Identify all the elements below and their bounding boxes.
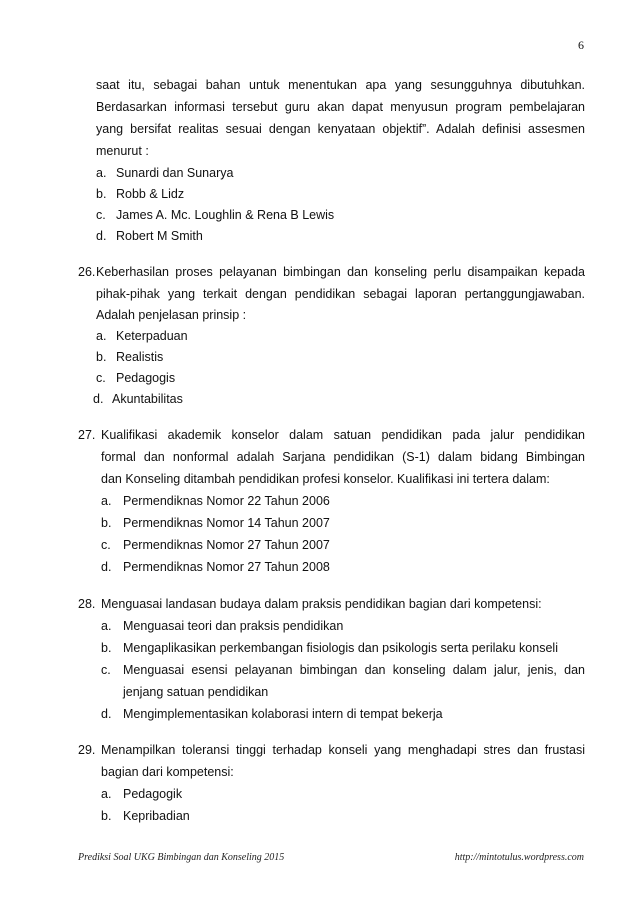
option-text: Akuntabilitas [112,392,183,406]
option-text: Realistis [116,350,164,364]
option-letter: b. [101,809,112,823]
question-text-line: Menguasai landasan budaya dalam praksis pendidikan bagian dari kompetensi: [101,597,542,611]
question-text-line: pihak-pihak yang terkait dengan pendidikan sebagai laporan pertanggungjawaban. [96,287,585,301]
question-number: 27. [78,428,96,442]
option-text: Menguasai esensi pelayanan bimbingan dan konseling dalam jalur, jenis, dan [123,663,585,677]
question-text-line: Keberhasilan proses pelayanan bimbingan dan konseling perlu disampaikan kepada [96,265,585,279]
option-text: Robert M Smith [116,229,203,243]
option-text: James A. Mc. Loughlin & Rena B Lewis [116,208,335,222]
option-text: Sunardi dan Sunarya [116,166,234,180]
option-text: Pedagogik [123,787,183,801]
option-letter: c. [101,663,111,677]
option-letter: b. [101,516,112,530]
option-text: Permendiknas Nomor 14 Tahun 2007 [123,516,330,530]
question-text-line: yang bersifat realitas sesuai dengan kenyataan objektif”. Adalah definisi assesmen [96,122,585,136]
option-text: Permendiknas Nomor 27 Tahun 2007 [123,538,330,552]
question-text-line: saat itu, sebagai bahan untuk menentukan apa yang sesungguhnya dibutuhkan. [96,78,585,92]
question-text-line: Kualifikasi akademik konselor dalam satuan pendidikan pada jalur pendidikan [101,428,585,442]
question-text-line: menurut : [96,144,149,158]
page-number: 6 [578,38,584,52]
option-letter: a. [101,619,112,633]
footer-url: http://mintotulus.wordpress.com [454,852,584,863]
option-letter: c. [96,371,106,385]
footer-title: Prediksi Soal UKG Bimbingan dan Konseling 2015 [78,852,285,863]
option-letter: b. [101,641,112,655]
option-letter: d. [101,560,112,574]
option-text: Mengaplikasikan perkembangan fisiologis dan psikologis serta perilaku konseli [123,641,558,655]
option-letter: a. [101,494,112,508]
question-text-line: Adalah penjelasan prinsip : [96,308,247,322]
question-number: 29. [78,743,96,757]
option-text: Keterpaduan [116,329,188,343]
option-text: Permendiknas Nomor 27 Tahun 2008 [123,560,330,574]
question-text-line: bagian dari kompetensi: [101,765,234,779]
question-text-line: Berdasarkan informasi tersebut guru akan dapat menyusun program pembelajaran [96,100,585,114]
option-letter: c. [101,538,111,552]
option-text: Menguasai teori dan praksis pendidikan [123,619,344,633]
option-letter: d. [101,707,112,721]
option-letter: a. [96,329,107,343]
option-text: Robb & Lidz [116,187,185,201]
option-letter: d. [96,229,107,243]
option-text: Permendiknas Nomor 22 Tahun 2006 [123,494,330,508]
question-text-line: formal dan nonformal adalah Sarjana pendidikan (S-1) dalam bidang Bimbingan [101,450,585,464]
option-letter: b. [96,187,107,201]
question-number: 26. [78,265,96,279]
option-text-continuation: jenjang satuan pendidikan [123,685,269,699]
option-letter: a. [96,166,107,180]
option-letter: a. [101,787,112,801]
option-text: Mengimplementasikan kolaborasi intern di tempat bekerja [123,707,443,721]
option-text: Kepribadian [123,809,190,823]
option-letter: d. [93,392,104,406]
question-text-line: Menampilkan toleransi tinggi terhadap konseli yang menghadapi stres dan frustasi [101,743,585,757]
option-text: Pedagogis [116,371,176,385]
option-letter: c. [96,208,106,222]
option-letter: b. [96,350,107,364]
question-text-line: dan Konseling ditambah pendidikan profesi konselor. Kualifikasi ini tertera dalam: [101,472,550,486]
question-number: 28. [78,597,96,611]
